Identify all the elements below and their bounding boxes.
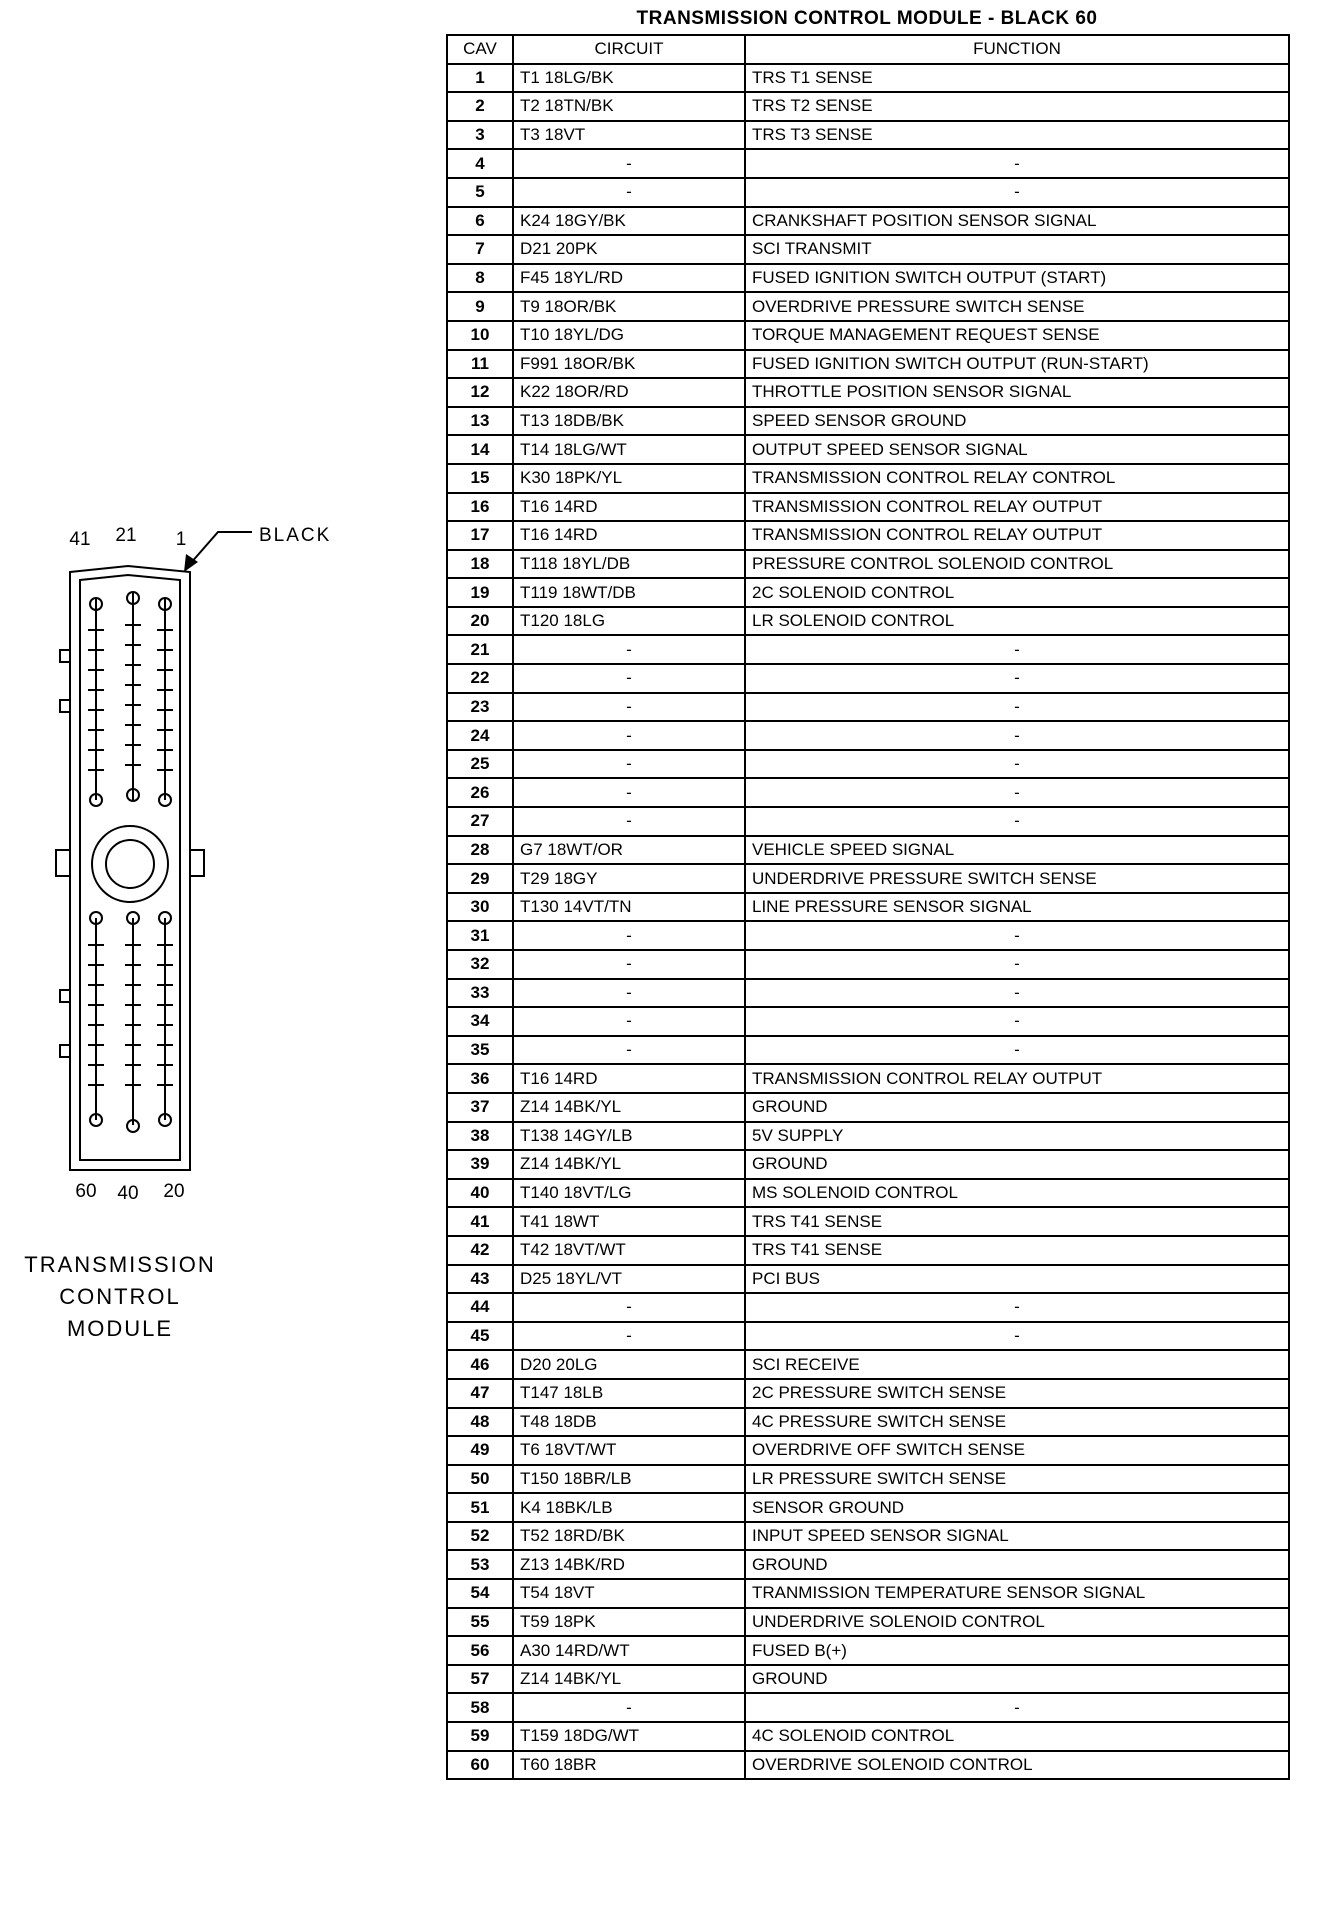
function-cell: 2C SOLENOID CONTROL bbox=[745, 578, 1289, 607]
table-row bbox=[447, 1036, 1289, 1065]
cav-cell: 39 bbox=[447, 1150, 513, 1179]
table-row bbox=[447, 350, 1289, 379]
table-row bbox=[447, 550, 1289, 579]
terminal-column-upper bbox=[88, 592, 173, 806]
circuit-cell: - bbox=[513, 1007, 745, 1036]
cav-cell: 31 bbox=[447, 921, 513, 950]
circuit-cell: Z13 14BK/RD bbox=[513, 1550, 745, 1579]
cav-cell: 22 bbox=[447, 664, 513, 693]
cav-cell: 30 bbox=[447, 893, 513, 922]
table-row bbox=[447, 1093, 1289, 1122]
cav-cell: 49 bbox=[447, 1436, 513, 1465]
function-cell: FUSED B(+) bbox=[745, 1636, 1289, 1665]
circuit-cell: G7 18WT/OR bbox=[513, 836, 745, 865]
circuit-cell: T16 14RD bbox=[513, 493, 745, 522]
circuit-cell: F991 18OR/BK bbox=[513, 350, 745, 379]
function-cell: - bbox=[745, 979, 1289, 1008]
cav-cell: 53 bbox=[447, 1550, 513, 1579]
function-cell: OVERDRIVE PRESSURE SWITCH SENSE bbox=[745, 292, 1289, 321]
cav-cell: 40 bbox=[447, 1179, 513, 1208]
function-cell: LR PRESSURE SWITCH SENSE bbox=[745, 1465, 1289, 1494]
table-row bbox=[447, 435, 1289, 464]
circuit-cell: T140 18VT/LG bbox=[513, 1179, 745, 1208]
table-row bbox=[447, 149, 1289, 178]
cav-cell: 6 bbox=[447, 207, 513, 236]
function-cell: SENSOR GROUND bbox=[745, 1493, 1289, 1522]
cav-cell: 27 bbox=[447, 807, 513, 836]
table-row bbox=[447, 1236, 1289, 1265]
circuit-cell: D25 18YL/VT bbox=[513, 1265, 745, 1294]
function-cell: FUSED IGNITION SWITCH OUTPUT (START) bbox=[745, 264, 1289, 293]
table-row bbox=[447, 121, 1289, 150]
table-row bbox=[447, 693, 1289, 722]
circuit-cell: D21 20PK bbox=[513, 235, 745, 264]
connector-diagram-panel bbox=[0, 0, 440, 1928]
cav-cell: 54 bbox=[447, 1579, 513, 1608]
cav-cell: 11 bbox=[447, 350, 513, 379]
function-cell: CRANKSHAFT POSITION SENSOR SIGNAL bbox=[745, 207, 1289, 236]
circuit-cell: T120 18LG bbox=[513, 607, 745, 636]
function-cell: THROTTLE POSITION SENSOR SIGNAL bbox=[745, 378, 1289, 407]
circuit-cell: K22 18OR/RD bbox=[513, 378, 745, 407]
connector-top-number: 1 bbox=[175, 529, 187, 550]
function-cell: SCI RECEIVE bbox=[745, 1350, 1289, 1379]
header-circuit: CIRCUIT bbox=[513, 35, 745, 64]
cav-cell: 56 bbox=[447, 1636, 513, 1665]
table-row bbox=[447, 1007, 1289, 1036]
circuit-cell: D20 20LG bbox=[513, 1350, 745, 1379]
circuit-cell: - bbox=[513, 664, 745, 693]
table-row bbox=[447, 1350, 1289, 1379]
circuit-cell: T2 18TN/BK bbox=[513, 92, 745, 121]
cav-cell: 5 bbox=[447, 178, 513, 207]
table-row bbox=[447, 1150, 1289, 1179]
circuit-cell: T10 18YL/DG bbox=[513, 321, 745, 350]
circuit-cell: - bbox=[513, 921, 745, 950]
function-cell: GROUND bbox=[745, 1150, 1289, 1179]
leader-arrow-icon bbox=[184, 532, 252, 572]
header-cav: CAV bbox=[447, 35, 513, 64]
cav-cell: 33 bbox=[447, 979, 513, 1008]
table-row bbox=[447, 321, 1289, 350]
circuit-cell: - bbox=[513, 807, 745, 836]
circuit-cell: K4 18BK/LB bbox=[513, 1493, 745, 1522]
cav-cell: 17 bbox=[447, 521, 513, 550]
cav-cell: 19 bbox=[447, 578, 513, 607]
table-row bbox=[447, 464, 1289, 493]
table-row bbox=[447, 893, 1289, 922]
circuit-cell: T1 18LG/BK bbox=[513, 64, 745, 93]
function-cell: TORQUE MANAGEMENT REQUEST SENSE bbox=[745, 321, 1289, 350]
function-cell: TRS T41 SENSE bbox=[745, 1207, 1289, 1236]
cav-cell: 1 bbox=[447, 64, 513, 93]
circuit-cell: T16 14RD bbox=[513, 521, 745, 550]
function-cell: - bbox=[745, 635, 1289, 664]
cav-cell: 10 bbox=[447, 321, 513, 350]
function-cell: - bbox=[745, 921, 1289, 950]
circuit-cell: T159 18DG/WT bbox=[513, 1722, 745, 1751]
function-cell: 2C PRESSURE SWITCH SENSE bbox=[745, 1379, 1289, 1408]
table-row bbox=[447, 1207, 1289, 1236]
connector-bottom-number: 60 bbox=[75, 1181, 97, 1202]
function-cell: - bbox=[745, 1007, 1289, 1036]
cav-cell: 34 bbox=[447, 1007, 513, 1036]
table-row bbox=[447, 1665, 1289, 1694]
cav-cell: 36 bbox=[447, 1064, 513, 1093]
circuit-cell: K24 18GY/BK bbox=[513, 207, 745, 236]
cav-cell: 57 bbox=[447, 1665, 513, 1694]
circuit-cell: - bbox=[513, 1036, 745, 1065]
cav-cell: 28 bbox=[447, 836, 513, 865]
circuit-cell: T16 14RD bbox=[513, 1064, 745, 1093]
function-cell: - bbox=[745, 1293, 1289, 1322]
header-function: FUNCTION bbox=[745, 35, 1289, 64]
function-cell: - bbox=[745, 664, 1289, 693]
function-cell: PCI BUS bbox=[745, 1265, 1289, 1294]
module-name-line: CONTROL bbox=[59, 1284, 181, 1309]
cav-cell: 52 bbox=[447, 1522, 513, 1551]
circuit-cell: T130 14VT/TN bbox=[513, 893, 745, 922]
function-cell: TRANSMISSION CONTROL RELAY OUTPUT bbox=[745, 1064, 1289, 1093]
circuit-cell: T14 18LG/WT bbox=[513, 435, 745, 464]
table-row bbox=[447, 1522, 1289, 1551]
circuit-cell: T54 18VT bbox=[513, 1579, 745, 1608]
function-cell: - bbox=[745, 721, 1289, 750]
connector-bottom-number: 20 bbox=[163, 1181, 185, 1202]
function-cell: TRS T3 SENSE bbox=[745, 121, 1289, 150]
function-cell: UNDERDRIVE PRESSURE SWITCH SENSE bbox=[745, 864, 1289, 893]
cav-cell: 60 bbox=[447, 1751, 513, 1780]
cav-cell: 50 bbox=[447, 1465, 513, 1494]
cav-cell: 14 bbox=[447, 435, 513, 464]
function-cell: - bbox=[745, 750, 1289, 779]
circuit-cell: Z14 14BK/YL bbox=[513, 1093, 745, 1122]
table-row bbox=[447, 178, 1289, 207]
function-cell: - bbox=[745, 1693, 1289, 1722]
circuit-cell: - bbox=[513, 693, 745, 722]
circuit-cell: A30 14RD/WT bbox=[513, 1636, 745, 1665]
cav-cell: 15 bbox=[447, 464, 513, 493]
circuit-cell: - bbox=[513, 1322, 745, 1351]
table-row bbox=[447, 1550, 1289, 1579]
cav-cell: 25 bbox=[447, 750, 513, 779]
circuit-cell: T9 18OR/BK bbox=[513, 292, 745, 321]
circuit-cell: T59 18PK bbox=[513, 1608, 745, 1637]
function-cell: - bbox=[745, 1322, 1289, 1351]
table-row bbox=[447, 292, 1289, 321]
circuit-cell: - bbox=[513, 979, 745, 1008]
function-cell: TRANSMISSION CONTROL RELAY CONTROL bbox=[745, 464, 1289, 493]
cav-cell: 26 bbox=[447, 778, 513, 807]
circuit-cell: - bbox=[513, 149, 745, 178]
table-row bbox=[447, 1579, 1289, 1608]
function-cell: PRESSURE CONTROL SOLENOID CONTROL bbox=[745, 550, 1289, 579]
table-row bbox=[447, 64, 1289, 93]
table-row bbox=[447, 836, 1289, 865]
function-cell: TRANMISSION TEMPERATURE SENSOR SIGNAL bbox=[745, 1579, 1289, 1608]
table-row bbox=[447, 407, 1289, 436]
function-cell: - bbox=[745, 693, 1289, 722]
function-cell: - bbox=[745, 950, 1289, 979]
connector-bottom-number: 40 bbox=[117, 1183, 139, 1204]
table-row bbox=[447, 1608, 1289, 1637]
table-row bbox=[447, 1265, 1289, 1294]
cav-cell: 48 bbox=[447, 1408, 513, 1437]
cav-cell: 21 bbox=[447, 635, 513, 664]
circuit-cell: T118 18YL/DB bbox=[513, 550, 745, 579]
circuit-cell: - bbox=[513, 635, 745, 664]
function-cell: UNDERDRIVE SOLENOID CONTROL bbox=[745, 1608, 1289, 1637]
connector-color-label: BLACK bbox=[259, 525, 332, 546]
circuit-cell: F45 18YL/RD bbox=[513, 264, 745, 293]
cav-cell: 7 bbox=[447, 235, 513, 264]
circuit-cell: T6 18VT/WT bbox=[513, 1436, 745, 1465]
table-row bbox=[447, 1751, 1289, 1780]
cav-cell: 41 bbox=[447, 1207, 513, 1236]
circuit-cell: - bbox=[513, 950, 745, 979]
circuit-cell: Z14 14BK/YL bbox=[513, 1150, 745, 1179]
table-row bbox=[447, 235, 1289, 264]
cav-cell: 37 bbox=[447, 1093, 513, 1122]
circuit-cell: Z14 14BK/YL bbox=[513, 1665, 745, 1694]
function-cell: 5V SUPPLY bbox=[745, 1122, 1289, 1151]
cav-cell: 58 bbox=[447, 1693, 513, 1722]
table-row bbox=[447, 778, 1289, 807]
circuit-cell: T150 18BR/LB bbox=[513, 1465, 745, 1494]
table-row bbox=[447, 1322, 1289, 1351]
connector-housing bbox=[56, 566, 204, 1170]
table-row bbox=[447, 950, 1289, 979]
function-cell: SPEED SENSOR GROUND bbox=[745, 407, 1289, 436]
circuit-cell: T29 18GY bbox=[513, 864, 745, 893]
function-cell: TRANSMISSION CONTROL RELAY OUTPUT bbox=[745, 521, 1289, 550]
circuit-cell: - bbox=[513, 1693, 745, 1722]
circuit-cell: T42 18VT/WT bbox=[513, 1236, 745, 1265]
cav-cell: 32 bbox=[447, 950, 513, 979]
circuit-cell: - bbox=[513, 721, 745, 750]
circuit-cell: T119 18WT/DB bbox=[513, 578, 745, 607]
function-cell: 4C PRESSURE SWITCH SENSE bbox=[745, 1408, 1289, 1437]
table-row bbox=[447, 1293, 1289, 1322]
cav-cell: 12 bbox=[447, 378, 513, 407]
function-cell: FUSED IGNITION SWITCH OUTPUT (RUN-START) bbox=[745, 350, 1289, 379]
table-row bbox=[447, 1179, 1289, 1208]
function-cell: OUTPUT SPEED SENSOR SIGNAL bbox=[745, 435, 1289, 464]
table-row bbox=[447, 1379, 1289, 1408]
circuit-cell: T41 18WT bbox=[513, 1207, 745, 1236]
function-cell: SCI TRANSMIT bbox=[745, 235, 1289, 264]
circuit-cell: T13 18DB/BK bbox=[513, 407, 745, 436]
function-cell: OVERDRIVE SOLENOID CONTROL bbox=[745, 1751, 1289, 1780]
table-row bbox=[447, 1493, 1289, 1522]
table-row bbox=[447, 264, 1289, 293]
circuit-cell: T147 18LB bbox=[513, 1379, 745, 1408]
cav-cell: 2 bbox=[447, 92, 513, 121]
cav-cell: 59 bbox=[447, 1722, 513, 1751]
connector-top-number: 21 bbox=[115, 525, 137, 546]
function-cell: - bbox=[745, 778, 1289, 807]
pinout-table bbox=[446, 34, 1290, 1780]
table-row bbox=[447, 807, 1289, 836]
function-cell: LR SOLENOID CONTROL bbox=[745, 607, 1289, 636]
table-row bbox=[447, 864, 1289, 893]
cav-cell: 23 bbox=[447, 693, 513, 722]
cav-cell: 16 bbox=[447, 493, 513, 522]
cav-cell: 38 bbox=[447, 1122, 513, 1151]
table-row bbox=[447, 92, 1289, 121]
cav-cell: 55 bbox=[447, 1608, 513, 1637]
circuit-cell: T3 18VT bbox=[513, 121, 745, 150]
circuit-cell: - bbox=[513, 178, 745, 207]
function-cell: TRS T2 SENSE bbox=[745, 92, 1289, 121]
table-row bbox=[447, 750, 1289, 779]
circuit-cell: T60 18BR bbox=[513, 1751, 745, 1780]
table-row bbox=[447, 1722, 1289, 1751]
cav-cell: 42 bbox=[447, 1236, 513, 1265]
table-title: TRANSMISSION CONTROL MODULE - BLACK 60 bbox=[636, 8, 1098, 29]
table-row bbox=[447, 578, 1289, 607]
table-row bbox=[447, 207, 1289, 236]
cav-cell: 13 bbox=[447, 407, 513, 436]
cav-cell: 46 bbox=[447, 1350, 513, 1379]
cav-cell: 18 bbox=[447, 550, 513, 579]
table-row bbox=[447, 378, 1289, 407]
table-row bbox=[447, 1636, 1289, 1665]
cav-cell: 4 bbox=[447, 149, 513, 178]
pinout-table-body bbox=[447, 64, 1289, 1780]
table-row bbox=[447, 664, 1289, 693]
function-cell: GROUND bbox=[745, 1550, 1289, 1579]
circuit-cell: T48 18DB bbox=[513, 1408, 745, 1437]
table-row bbox=[447, 1693, 1289, 1722]
function-cell: TRANSMISSION CONTROL RELAY OUTPUT bbox=[745, 493, 1289, 522]
table-row bbox=[447, 493, 1289, 522]
function-cell: INPUT SPEED SENSOR SIGNAL bbox=[745, 1522, 1289, 1551]
module-name-line: TRANSMISSION bbox=[24, 1252, 216, 1277]
table-row bbox=[447, 521, 1289, 550]
terminal-column-lower bbox=[88, 912, 173, 1132]
table-row bbox=[447, 1408, 1289, 1437]
cav-cell: 43 bbox=[447, 1265, 513, 1294]
circuit-cell: K30 18PK/YL bbox=[513, 464, 745, 493]
circuit-cell: T138 14GY/LB bbox=[513, 1122, 745, 1151]
cav-cell: 51 bbox=[447, 1493, 513, 1522]
cav-cell: 9 bbox=[447, 292, 513, 321]
function-cell: GROUND bbox=[745, 1665, 1289, 1694]
table-row bbox=[447, 1064, 1289, 1093]
circuit-cell: - bbox=[513, 750, 745, 779]
cav-cell: 35 bbox=[447, 1036, 513, 1065]
function-cell: - bbox=[745, 149, 1289, 178]
function-cell: GROUND bbox=[745, 1093, 1289, 1122]
connector-diagram bbox=[0, 0, 440, 1928]
module-name-line: MODULE bbox=[66, 1316, 174, 1341]
cav-cell: 8 bbox=[447, 264, 513, 293]
cav-cell: 3 bbox=[447, 121, 513, 150]
function-cell: OVERDRIVE OFF SWITCH SENSE bbox=[745, 1436, 1289, 1465]
cav-cell: 29 bbox=[447, 864, 513, 893]
cav-cell: 20 bbox=[447, 607, 513, 636]
table-row bbox=[447, 607, 1289, 636]
cav-cell: 24 bbox=[447, 721, 513, 750]
table-row bbox=[447, 1436, 1289, 1465]
cav-cell: 45 bbox=[447, 1322, 513, 1351]
cav-cell: 47 bbox=[447, 1379, 513, 1408]
circuit-cell: - bbox=[513, 1293, 745, 1322]
connector-top-number: 41 bbox=[69, 529, 91, 550]
cav-cell: 44 bbox=[447, 1293, 513, 1322]
table-row bbox=[447, 1122, 1289, 1151]
table-row bbox=[447, 1465, 1289, 1494]
function-cell: 4C SOLENOID CONTROL bbox=[745, 1722, 1289, 1751]
function-cell: - bbox=[745, 807, 1289, 836]
function-cell: - bbox=[745, 1036, 1289, 1065]
circuit-cell: T52 18RD/BK bbox=[513, 1522, 745, 1551]
function-cell: LINE PRESSURE SENSOR SIGNAL bbox=[745, 893, 1289, 922]
table-header-row bbox=[447, 35, 1289, 64]
function-cell: - bbox=[745, 178, 1289, 207]
function-cell: VEHICLE SPEED SIGNAL bbox=[745, 836, 1289, 865]
table-row bbox=[447, 921, 1289, 950]
function-cell: TRS T1 SENSE bbox=[745, 64, 1289, 93]
table-row bbox=[447, 635, 1289, 664]
table-row bbox=[447, 979, 1289, 1008]
circuit-cell: - bbox=[513, 778, 745, 807]
function-cell: TRS T41 SENSE bbox=[745, 1236, 1289, 1265]
table-row bbox=[447, 721, 1289, 750]
function-cell: MS SOLENOID CONTROL bbox=[745, 1179, 1289, 1208]
